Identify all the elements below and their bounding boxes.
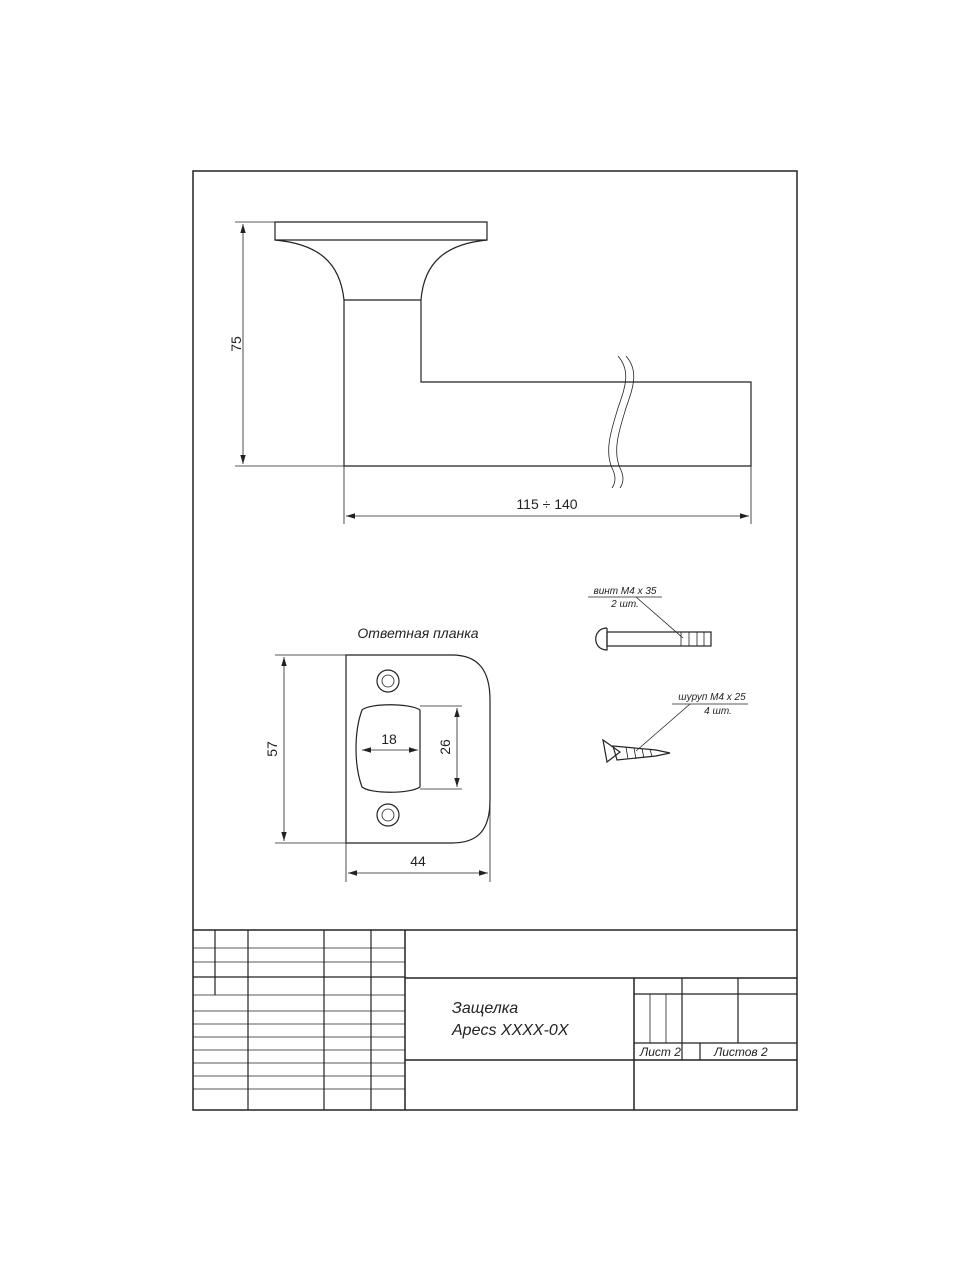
handle-drawing bbox=[275, 222, 751, 488]
strike-plate-width-label: 44 bbox=[410, 853, 426, 869]
wood-screw-shank bbox=[613, 746, 670, 760]
sheets-total: Листов 2 bbox=[714, 1045, 768, 1059]
break-line-2 bbox=[617, 356, 634, 488]
handle-neck bbox=[275, 240, 487, 300]
strike-plate-title: Ответная планка bbox=[357, 625, 479, 641]
drawing-model: Apecs XXXX-0X bbox=[452, 1022, 569, 1039]
handle-rosette bbox=[275, 222, 487, 240]
handle-height-label: 75 bbox=[228, 336, 244, 352]
machine-screw bbox=[588, 597, 711, 650]
slot-width-label: 18 bbox=[381, 731, 397, 747]
wood-screw-name: шуруп M4 x 25 bbox=[678, 692, 746, 703]
screw-head bbox=[596, 628, 607, 650]
upper-hole bbox=[377, 670, 399, 692]
break-line-1 bbox=[609, 356, 626, 488]
strike-plate-outline bbox=[346, 655, 490, 843]
handle-height-dimension bbox=[235, 222, 348, 466]
sheet-number: Лист 2 bbox=[640, 1045, 681, 1059]
screw-qty: 2 шт. bbox=[611, 599, 639, 610]
wood-screw-head bbox=[603, 740, 620, 762]
wood-screw-qty: 4 шт. bbox=[704, 706, 732, 717]
lower-hole bbox=[377, 804, 399, 826]
latch-slot bbox=[356, 705, 420, 793]
strike-plate-height-label: 57 bbox=[264, 741, 280, 757]
handle-length-label: 115 ÷ 140 bbox=[516, 496, 578, 512]
wood-screw-leader bbox=[636, 704, 690, 751]
screw-shank bbox=[607, 632, 711, 646]
title-block bbox=[193, 930, 797, 1110]
slot-height-label: 26 bbox=[437, 739, 453, 755]
handle-lever bbox=[344, 300, 751, 466]
handle-length-dimension bbox=[344, 466, 751, 524]
screw-name: винт M4 x 35 bbox=[593, 586, 657, 597]
drawing-title: Защелка bbox=[452, 1000, 519, 1017]
sheet-frame bbox=[193, 171, 797, 1110]
strike-plate-drawing bbox=[346, 655, 490, 843]
strike-plate-height-dimension bbox=[275, 655, 346, 843]
